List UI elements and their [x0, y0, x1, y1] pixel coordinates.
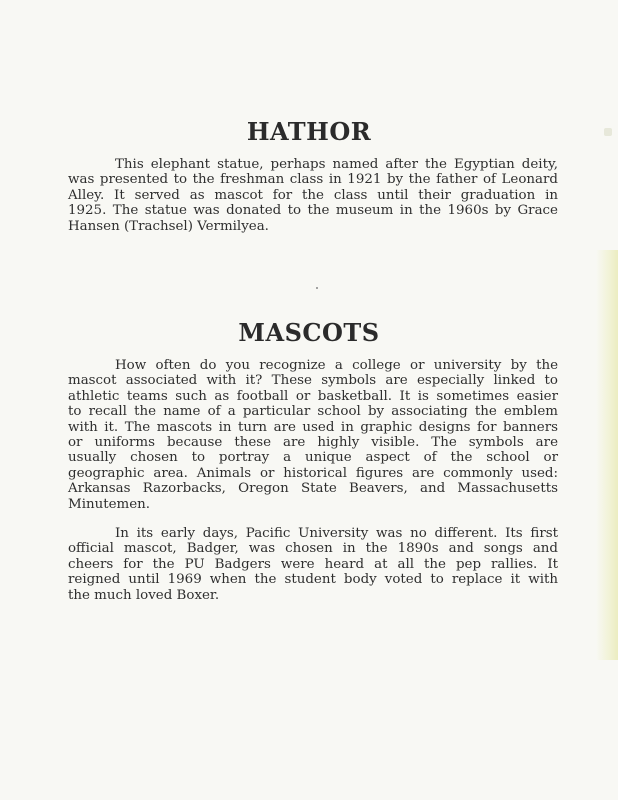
mascots-p1-line-3: athletic teams such as football or basketball. It is sometimes easier	[68, 388, 558, 404]
mascots-p1-line-6: or uniforms because these are highly visible. The symbols are	[68, 435, 558, 451]
scan-speck	[316, 287, 318, 289]
hathor-paragraph	[68, 157, 558, 234]
mascots-p2-line-5: the much loved Boxer.	[68, 587, 220, 603]
hathor-line-2: was presented to the freshman class in 1921 by the father of Leonard	[68, 172, 558, 188]
mascots-p2-line-1: In its early days, Pacific University was no different. Its first	[115, 526, 558, 541]
mascots-paragraph-2	[68, 526, 558, 603]
mascots-p2-line-3: cheers for the PU Badgers were heard at all the pep rallies. It	[68, 556, 558, 572]
mascots-p1-line-1: How often do you recognize a college or university by the	[115, 358, 558, 373]
hathor-line-5: Hansen (Trachsel) Vermilyea.	[68, 218, 269, 234]
hathor-line-3: Alley. It served as mascot for the class until their graduation in	[68, 187, 558, 203]
mascots-p1-line-5: with it. The mascots in turn are used in graphic designs for banners	[68, 419, 558, 435]
hathor-line-1: This elephant statue, perhaps named after the Egyptian deity,	[115, 157, 558, 172]
mascots-p2-line-2: official mascot, Badger, was chosen in the 1890s and songs and	[68, 541, 558, 557]
mascots-heading: MASCOTS	[238, 318, 380, 347]
mascots-p1-line-8: geographic area. Animals or historical figures are commonly used:	[68, 465, 558, 481]
mascots-p1-line-4: to recall the name of a particular school by associating the emblem	[68, 404, 558, 420]
mascots-p1-line-7: usually chosen to portray a unique aspect of the school or	[68, 450, 558, 466]
mascots-p2-line-4: reigned until 1969 when the student body voted to replace it with	[68, 572, 558, 588]
mascots-p1-line-10: Minutemen.	[68, 496, 151, 512]
mascots-p1-line-2: mascot associated with it? These symbols are especially linked to	[68, 373, 558, 389]
scan-edge-artifact	[596, 250, 618, 660]
hathor-heading: HATHOR	[246, 117, 372, 146]
mascots-p1-line-9: Arkansas Razorbacks, Oregon State Beavers, and Massachusetts	[68, 481, 558, 497]
mascots-paragraph-1	[68, 358, 558, 512]
hathor-line-4: 1925. The statue was donated to the museum in the 1960s by Grace	[68, 203, 558, 219]
